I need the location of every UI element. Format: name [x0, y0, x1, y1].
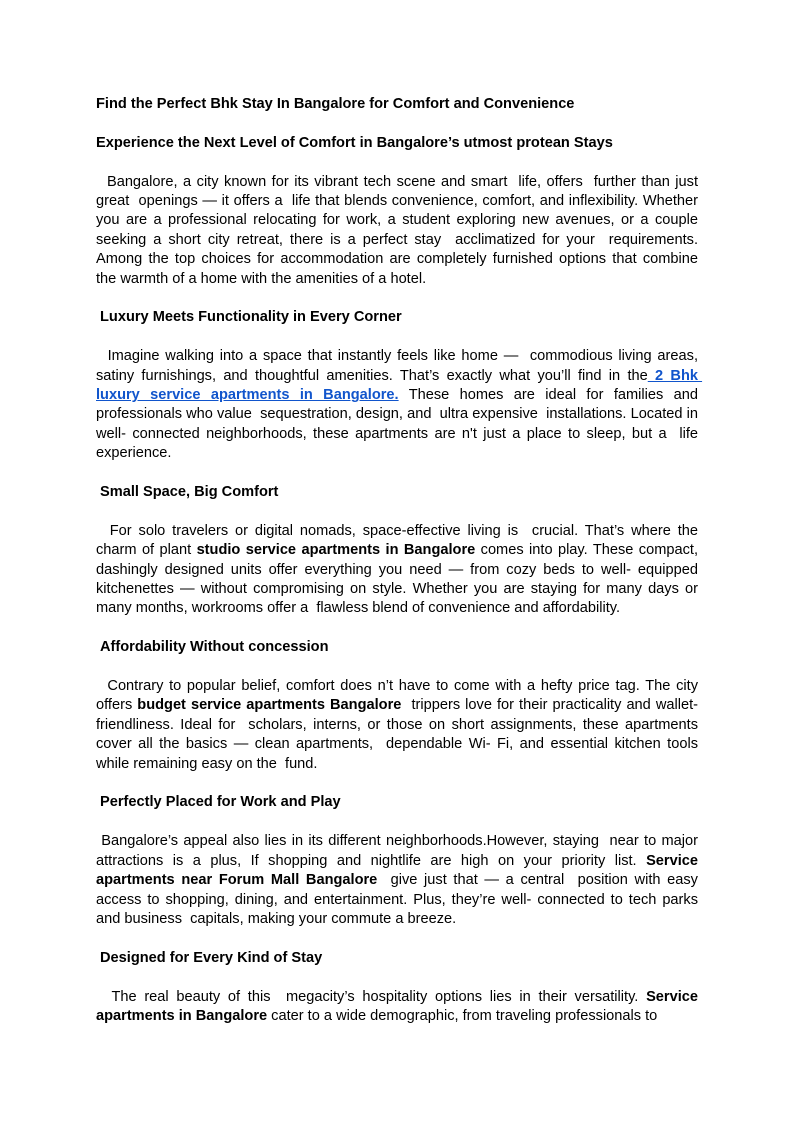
document-title: Find the Perfect Bhk Stay In Bangalore for Comfort and Convenience [96, 96, 575, 112]
paragraph-text: Contrary to popular belief, comfort does n’t have to come with a hefty price tag. The city offers [96, 678, 703, 714]
section-heading-affordability: Affordability Without concession [100, 639, 329, 656]
section-heading-location: Perfectly Placed for Work and Play [100, 794, 341, 811]
paragraph-text: Imagine walking into a space that instantly feels like home — commodious living areas, satiny furnishings, and thoughtful amenities. That’s exactly what you’ll find in the [96, 348, 703, 384]
document-body [96, 95, 703, 1046]
section-heading-small-space: Small Space, Big Comfort [100, 484, 279, 501]
section-paragraph-affordability [96, 677, 703, 774]
paragraph-text: For solo travelers or digital nomads, space-effective living is crucial. That’s where the charm of plant [96, 522, 703, 559]
section-paragraph-luxury [96, 347, 703, 463]
intro-paragraph: Bangalore, a city known for its vibrant tech scene and smart life, offers further than just great openings — it offers a life that blends convenience, comfort, and inflexibility. Whether you are a professional relocating for work, a student exploring new avenues, or a couple seeking a short city retreat, there is a perfect stay acclimatized for your requirements. Among the top choices for accommodation are completely furnished options that combine the warmth of a home with the amenities of a hotel. [96, 173, 703, 287]
paragraph-text: Bangalore’s appeal also lies in its different neighborhoods.However, staying near to major attractions is a plus, If shopping and nightlife are high on your priority list. [96, 833, 703, 869]
section-paragraph-every-stay [96, 988, 703, 1027]
paragraph-text: The real beauty of this megacity’s hospitality options lies in their versatility. [96, 988, 647, 1005]
section-heading-every-stay: Designed for Every Kind of Stay [100, 949, 323, 966]
section-heading-luxury: Luxury Meets Functionality in Every Corner [100, 309, 402, 326]
paragraph-text: cater to a wide demographic, from traveling professionals to [267, 1007, 658, 1024]
paragraph-text: give just that — a central position with easy access to shopping, dining, and entertainment. Plus, they’re well- connected to tech parks and business capitals, making your commute a breeze. [96, 872, 703, 927]
bold-keyword: studio service apartments in Bangalore [196, 542, 476, 559]
2bhk-luxury-link[interactable]: 2 Bhk luxury service apartments in Bangalore. [96, 367, 703, 404]
document-subtitle: Experience the Next Level of Comfort in Bangalore’s utmost protean Stays [96, 134, 613, 151]
bold-keyword: Service apartments near Forum Mall Bangalore [96, 852, 703, 889]
paragraph-text: These homes are ideal for families and professionals who value sequestration, design, and ultra expensive installations. Located in well- connected neighborhoods, these apartments are n't just a place to sleep, but a life experience. [96, 387, 703, 462]
paragraph-text: trippers love for their practicality and wallet-friendliness. Ideal for scholars, interns, or those on short assignments, these apartments cover all the basics — clean apartments, dependable Wi- Fi, and essential kitchen tools while remaining easy on the fund. [96, 697, 703, 772]
section-paragraph-location [96, 832, 703, 929]
paragraph-text: comes into play. These compact, dashingly designed units offer everything you need — from cozy beds to well- equipped kitchenettes — without compromising on style. Whether you are staying for many days or many months, workrooms offer a flawless blend of convenience and affordability. [96, 542, 703, 617]
bold-keyword: Service apartments in Bangalore [96, 988, 703, 1024]
bold-keyword: budget service apartments Bangalore [137, 697, 402, 714]
section-paragraph-small-space [96, 522, 703, 619]
